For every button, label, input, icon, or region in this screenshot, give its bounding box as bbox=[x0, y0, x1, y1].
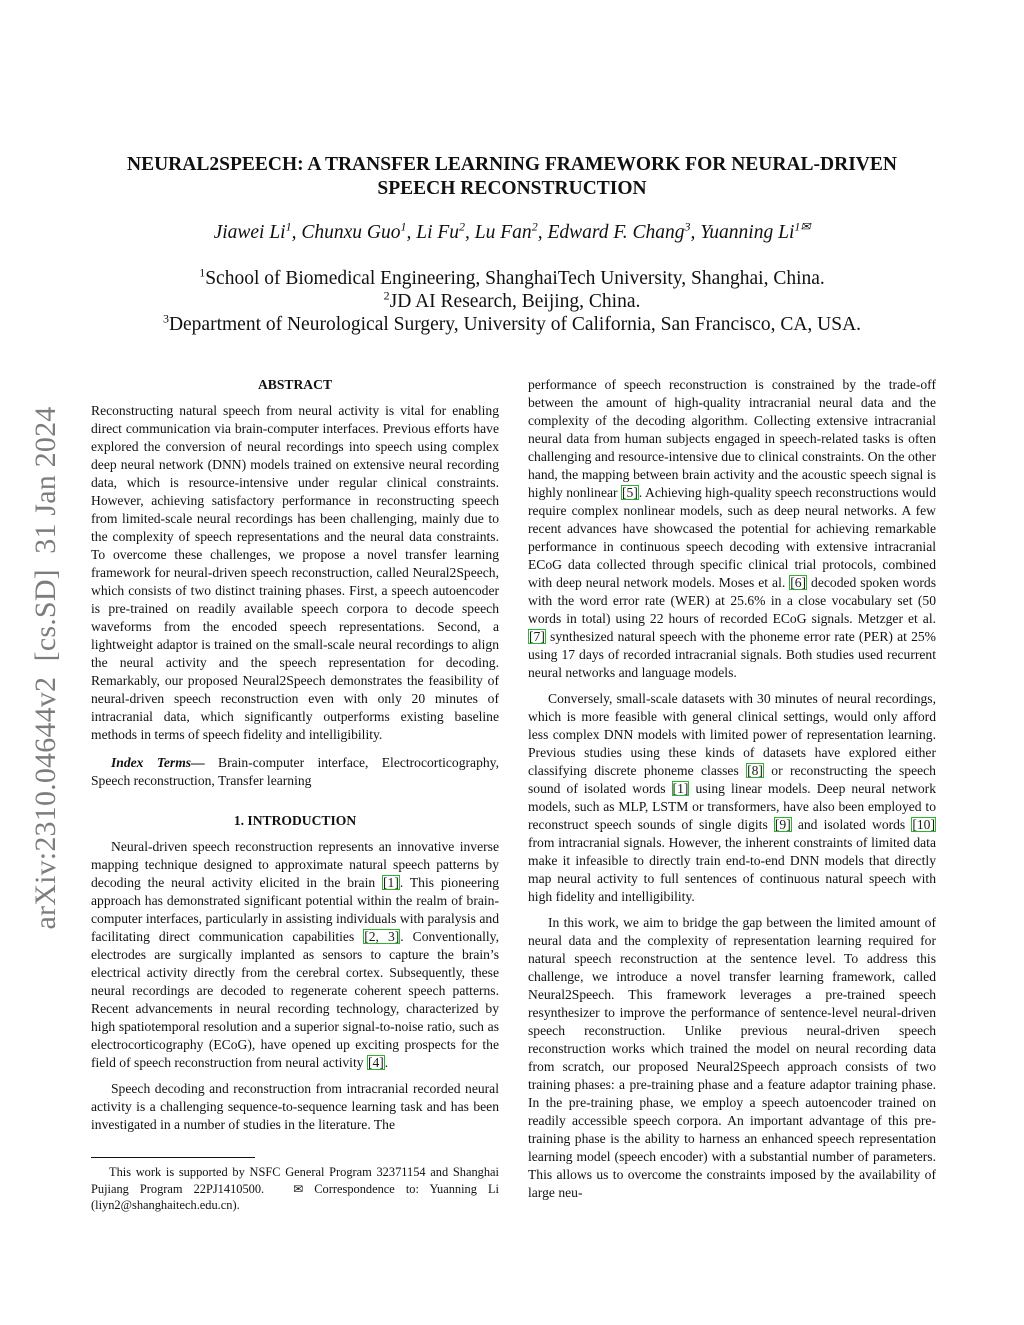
envelope-icon: ✉ bbox=[800, 219, 811, 234]
author-affil-sup: 1 bbox=[400, 219, 407, 234]
author-affil-sup: 2 bbox=[531, 219, 538, 234]
title-line-2: SPEECH RECONSTRUCTION bbox=[377, 178, 647, 199]
author-separator: , bbox=[690, 222, 701, 243]
citation-link[interactable]: [1] bbox=[672, 781, 689, 796]
text-run: or reconstructing the speech sound of isolated words bbox=[528, 763, 936, 796]
envelope-icon: ✉ bbox=[293, 1181, 304, 1196]
abstract-text: Reconstructing natural speech from neural activity is vital for enabling direct communication via brain-computer interfaces. Previous efforts have explored the conversion of neural recordings into speech using complex deep neural network (DNN) models trained on extensive neural recording data, which is resource-intensive under regular clinical constraints. However, achieving satisfactory performance in reconstructing speech from limited-scale neural recordings has been challenging, mainly due to the complexity of speech representations and the neural data constraints. To overcome these challenges, we propose a novel transfer learning framework for neural-driven speech reconstruction, called Neural2Speech, which consists of two distinct training phases. First, a speech autoencoder is pre-trained on readily available speech corpora to decode speech waveforms from the encoded speech representations. Second, a lightweight adaptor is trained on the small-scale neural recordings to align the neural activity and the speech representation for decoding. Remarkably, our proposed Neural2Speech demonstrates the feasibility of neural-driven speech reconstruction even with only 20 minutes of intracranial data, which significantly outperforms existing baseline methods in terms of speech fidelity and intelligibility. bbox=[91, 403, 499, 742]
intro-paragraph-2: Speech decoding and reconstruction from intracranial recorded neural activity is a challenging sequence-to-sequence learning task and has been investigated in a number of studies in the literature. The bbox=[91, 1081, 499, 1132]
index-terms-label: Index Terms bbox=[111, 755, 192, 770]
author bbox=[700, 219, 811, 243]
author-affil-sup: 3 bbox=[684, 219, 691, 234]
intro-paragraph-1 bbox=[91, 838, 499, 1072]
citation-link[interactable]: [4] bbox=[367, 1055, 384, 1070]
author-name: Jiawei Li bbox=[213, 222, 286, 243]
affiliation-text: Department of Neurological Surgery, University of California, San Francisco, CA, USA. bbox=[168, 314, 862, 335]
author-affil-sup: 1 bbox=[285, 219, 292, 234]
affiliation bbox=[90, 267, 934, 290]
text-run: using linear models. Deep neural network models, such as MLP, LSTM or transformers, have also been employed to reconstruct speech sounds of single digits bbox=[528, 781, 937, 832]
author-separator: , bbox=[406, 222, 417, 243]
citation-link[interactable]: [10] bbox=[912, 817, 936, 832]
text-run: performance of speech reconstruction is constrained by the trade-off between the amount of high-quality intracranial neural data and the complexity of the decoding algorithm. Collecting extensive intracranial neural data from human subjects engaged in speech-related tasks is often challenging and resource-intensive due to clinical constraints. On the other hand, the mapping between brain activity and the acoustic speech signal is highly nonlinear bbox=[528, 377, 936, 500]
author-separator: , bbox=[537, 222, 548, 243]
left-column bbox=[91, 376, 499, 1134]
author-name: Edward F. Chang bbox=[547, 222, 685, 243]
text-run: decoded spoken words with the word error rate (WER) at 25.6% in a close vocabulary set (50 words in total) using 22 hours of recorded ECoG signals. Metzger et al. bbox=[528, 575, 936, 626]
title-line-1: NEURAL2SPEECH: A TRANSFER LEARNING FRAMEWORK FOR NEURAL-DRIVEN bbox=[127, 154, 897, 175]
author bbox=[474, 219, 538, 243]
text-run: Neural-driven speech reconstruction represents an innovative inverse mapping technique designed to approximate natural speech patterns by decoding the neural activity elicited in the brain bbox=[91, 839, 499, 890]
text-run: from intracranial signals. However, the inherent constraints of limited data make it infeasible to directly train end-to-end DNN models that directly map neural activity to full sentences of continuous natural speech with high fidelity and intelligibility. bbox=[528, 835, 936, 904]
index-terms-dash: — bbox=[191, 755, 205, 770]
text-run: . This pioneering approach has demonstrated significant potential within the realm of brain-computer interfaces, particularly in assisting individuals with paralysis and facilitating direct communication capabilities bbox=[91, 875, 499, 944]
arxiv-category: [cs.SD] bbox=[29, 569, 62, 662]
index-terms-text: Brain-computer interface, Electrocorticography, Speech reconstruction, Transfer learning bbox=[91, 755, 499, 788]
author bbox=[213, 219, 292, 243]
affiliations bbox=[90, 267, 934, 336]
intro-heading: 1. INTRODUCTION bbox=[233, 813, 357, 828]
author bbox=[547, 219, 691, 243]
citation-link[interactable]: [7] bbox=[529, 629, 545, 644]
author-affil-sup: 2 bbox=[459, 219, 466, 234]
text-run: . Achieving high-quality speech reconstructions would require complex nonlinear models, such as deep neural networks. A few recent advances have showcased the potential for achieving remarkable performance in continuous speech decoding with extensive intracranial ECoG data collected through specific clinical trial protocols, combined with deep neural network models. Moses et al. bbox=[528, 485, 937, 590]
footnote-text bbox=[91, 1164, 499, 1214]
arxiv-stamp bbox=[29, 407, 63, 930]
affiliation-sup: 2 bbox=[383, 288, 390, 303]
author-name: Lu Fan bbox=[474, 222, 532, 243]
text-run: and isolated words bbox=[791, 817, 912, 832]
author-separator: , bbox=[465, 222, 475, 243]
footnote-correspondence: Correspondence to: Yuanning Li (liyn2@shanghaitech.edu.cn). bbox=[91, 1181, 499, 1212]
affiliation-text: School of Biomedical Engineering, ShanghaiTech University, Shanghai, China. bbox=[205, 268, 825, 289]
citation-link[interactable]: [9] bbox=[774, 817, 791, 832]
text-run: synthesized natural speech with the phoneme error rate (PER) at 25% using 17 days of recorded intracranial signals. Both studies used recurrent neural networks and language models. bbox=[528, 629, 936, 680]
author-list bbox=[90, 221, 934, 245]
text-run: . bbox=[384, 1055, 389, 1070]
intro-paragraph-4: In this work, we aim to bridge the gap between the limited amount of neural data and the complexity of representation learning required for natural speech reconstruction at the sentence level. To address this challenge, we introduce a novel transfer learning framework, called Neural2Speech. This framework leverages a pre-trained speech resynthesizer to improve the performance of sentence-level neural-driven speech reconstruction. Unlike previous neural-driven speech reconstruction works which trained the model on neural recording data from scratch, our proposed Neural2Speech approach consists of two training phases: a pre-training phase and a feature adaptor training phase. In the pre-training phase, we employ a speech autoencoder trained on readily accessible speech corpora. An important advantage of this pre-training phase is the ability to harness an enhanced speech representation learning model (speech encoder) with a substantial number of parameters. This allows us to overcome the constraints imposed by the availability of large neu- bbox=[528, 915, 936, 1200]
affiliation-sup: 3 bbox=[162, 311, 169, 326]
index-terms bbox=[91, 754, 499, 790]
citation-link[interactable]: [6] bbox=[790, 575, 807, 590]
text-run: Conversely, small-scale datasets with 30 minutes of neural recordings, which is more feasible with general clinical settings, would only afford less complex DNN models with limited power of representation learning. Previous studies using these kinds of datasets have explored either classifying discrete phoneme classes bbox=[528, 691, 936, 778]
intro-paragraph-2-cont bbox=[528, 376, 936, 682]
author bbox=[301, 219, 407, 243]
paper-title bbox=[90, 153, 934, 201]
citation-link[interactable]: [5] bbox=[622, 485, 638, 500]
affiliation-sup: 1 bbox=[199, 265, 206, 280]
footnote-funding: This work is supported by NSFC General Program 32371154 and Shanghai Pujiang Program 22PJ1410500. bbox=[91, 1165, 499, 1196]
author-affil-sup bbox=[794, 220, 810, 234]
affiliation-text: JD AI Research, Beijing, China. bbox=[389, 291, 641, 312]
citation-link[interactable]: [8] bbox=[747, 763, 763, 778]
author-affil-num: 1 bbox=[794, 219, 801, 234]
author-name: Chunxu Guo bbox=[301, 222, 401, 243]
abstract-heading: ABSTRACT bbox=[257, 377, 333, 392]
author-name: Yuanning Li bbox=[700, 222, 795, 243]
arxiv-date: 31 Jan 2024 bbox=[29, 406, 62, 554]
affiliation bbox=[90, 290, 934, 313]
citation-link[interactable]: [1] bbox=[383, 875, 399, 890]
citation-link[interactable]: [2, 3] bbox=[364, 929, 400, 944]
intro-paragraph-3 bbox=[528, 690, 936, 906]
affiliation bbox=[90, 313, 934, 336]
right-column bbox=[528, 376, 936, 1202]
author-separator: , bbox=[291, 222, 302, 243]
arxiv-id: arXiv:2310.04644v2 bbox=[29, 676, 62, 930]
text-run: . Conventionally, electrodes are surgically implanted as sensors to capture the brain’s electrical activity directly from the cerebral cortex. Subsequently, these neural recordings are decoded to regenerate coherent speech patterns. Recent advancements in neural recording technology, characterized by high spatiotemporal resolution and a superior signal-to-noise ratio, such as electrocorticography (ECoG), have opened up exciting prospects for the field of speech reconstruction from neural activity bbox=[91, 929, 499, 1070]
author-name: Li Fu bbox=[416, 222, 460, 243]
footnote bbox=[91, 1157, 499, 1214]
footnote-rule bbox=[91, 1157, 255, 1158]
author bbox=[416, 219, 466, 243]
